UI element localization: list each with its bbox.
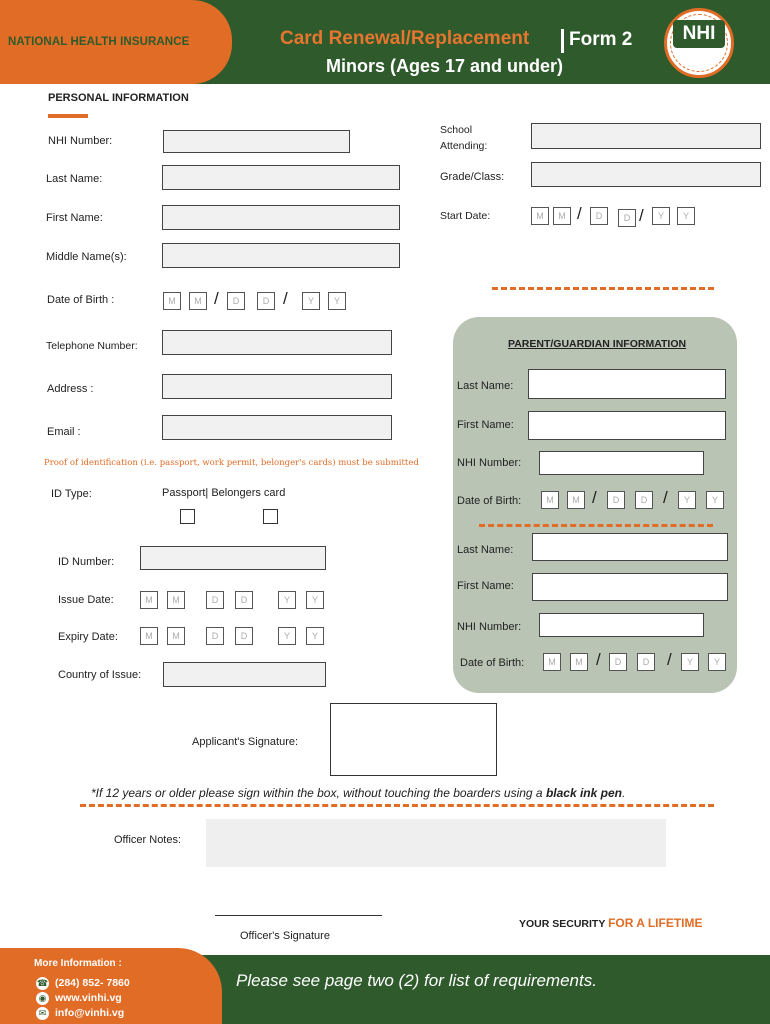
guardian1-first-name-label: First Name:	[457, 419, 514, 431]
guardian-dashed-divider	[479, 524, 713, 527]
signature-note-end: .	[621, 786, 626, 800]
date-cell-y[interactable]: Y	[677, 207, 695, 225]
id-type-label: ID Type:	[51, 488, 92, 500]
date-cell-y[interactable]: Y	[708, 653, 726, 671]
form-title: Card Renewal/Replacement	[280, 28, 530, 49]
id-number-field[interactable]	[140, 546, 326, 570]
date-cell-m[interactable]: M	[189, 292, 207, 310]
date-cell-d[interactable]: D	[206, 591, 224, 609]
date-cell-y[interactable]: Y	[328, 292, 346, 310]
date-cell-m[interactable]: M	[531, 207, 549, 225]
date-separator: /	[283, 289, 288, 308]
logo-text: NHI	[673, 20, 725, 48]
date-cell-d[interactable]: D	[607, 491, 625, 509]
guardian1-dob-label: Date of Birth:	[457, 495, 522, 507]
guardian1-dob-cells[interactable]	[541, 488, 731, 511]
guardian2-first-name-field[interactable]	[532, 573, 728, 601]
applicant-signature-label: Applicant's Signature:	[192, 736, 299, 748]
date-separator: /	[596, 650, 601, 669]
applicant-signature-box[interactable]	[330, 703, 497, 776]
officer-signature-line	[215, 915, 382, 916]
date-cell-m[interactable]: M	[541, 491, 559, 509]
date-separator: /	[639, 206, 644, 225]
org-name: NATIONAL HEALTH INSURANCE	[8, 36, 190, 48]
email-label: Email :	[47, 426, 81, 438]
date-cell-m[interactable]: M	[140, 627, 158, 645]
last-name-label: Last Name:	[46, 173, 103, 185]
dob-label: Date of Birth :	[47, 294, 115, 306]
date-cell-m[interactable]: M	[140, 591, 158, 609]
country-issue-label: Country of Issue:	[58, 669, 142, 681]
date-cell-y[interactable]: Y	[678, 491, 696, 509]
guardian2-dob-label: Date of Birth:	[460, 657, 525, 669]
date-separator: /	[667, 650, 672, 669]
start-date-cells[interactable]	[531, 204, 721, 227]
guardian2-first-name-label: First Name:	[457, 580, 514, 592]
date-cell-m[interactable]: M	[163, 292, 181, 310]
expiry-date-label: Expiry Date:	[58, 631, 118, 643]
address-label: Address :	[47, 383, 94, 395]
date-cell-d[interactable]: D	[618, 209, 636, 227]
grade-class-label: Grade/Class:	[440, 171, 505, 183]
guardian1-nhi-label: NHI Number:	[457, 457, 522, 469]
nhi-number-label: NHI Number:	[48, 135, 113, 147]
date-separator: /	[592, 488, 597, 507]
guardian2-nhi-label: NHI Number:	[457, 621, 522, 633]
date-cell-y[interactable]: Y	[302, 292, 320, 310]
officer-notes-label: Officer Notes:	[114, 834, 182, 846]
contact-email[interactable]: info@vinhi.vg	[55, 1007, 125, 1019]
contact-web[interactable]: www.vinhi.vg	[55, 992, 122, 1004]
date-cell-d[interactable]: D	[635, 491, 653, 509]
date-cell-d[interactable]: D	[227, 292, 245, 310]
signature-note-emphasis: black ink pen	[545, 786, 622, 800]
form-subtitle: Minors (Ages 17 and under)	[326, 56, 564, 76]
date-cell-d[interactable]: D	[235, 627, 253, 645]
issue-date-cells[interactable]	[140, 591, 330, 611]
middle-names-field[interactable]	[162, 243, 400, 268]
date-cell-d[interactable]: D	[590, 207, 608, 225]
country-issue-field[interactable]	[163, 662, 326, 687]
section-underline	[48, 114, 88, 118]
globe-icon: ◉	[36, 992, 49, 1005]
officer-notes-field[interactable]	[206, 819, 666, 867]
telephone-label: Telephone Number:	[46, 340, 138, 352]
date-cell-d[interactable]: D	[637, 653, 655, 671]
phone-icon: ☎	[36, 978, 49, 988]
date-cell-d[interactable]: D	[257, 292, 275, 310]
requirements-message: Please see page two (2) for list of requirements.	[236, 971, 597, 990]
tagline-part-a: YOUR SECURITY	[519, 918, 606, 930]
dob-date-cells[interactable]	[163, 289, 353, 312]
date-cell-d[interactable]: D	[609, 653, 627, 671]
section-personal-title: PERSONAL INFORMATION	[48, 92, 189, 104]
date-cell-y[interactable]: Y	[681, 653, 699, 671]
date-cell-m[interactable]: M	[167, 591, 185, 609]
date-separator: /	[663, 488, 668, 507]
section-guardian-title: PARENT/GUARDIAN INFORMATION	[508, 338, 687, 350]
signature-dashed-divider	[80, 804, 714, 807]
date-cell-y[interactable]: Y	[306, 591, 324, 609]
date-cell-y[interactable]: Y	[652, 207, 670, 225]
orange-dashed-divider	[492, 287, 714, 290]
guardian1-last-name-field[interactable]	[528, 369, 726, 399]
mail-icon: ✉	[36, 1007, 49, 1020]
school-label-line1: School	[440, 124, 473, 136]
guardian2-last-name-field[interactable]	[532, 533, 728, 561]
proof-id-note: Proof of identification (i.e. passport, work permit, belonger's cards) must be submitted	[44, 458, 419, 468]
email-field[interactable]	[162, 415, 392, 440]
grade-class-field[interactable]	[531, 162, 761, 187]
first-name-label: First Name:	[46, 212, 103, 224]
date-separator: /	[577, 204, 582, 223]
guardian1-nhi-field[interactable]	[539, 451, 704, 475]
issue-date-label: Issue Date:	[58, 594, 114, 606]
officer-signature-label: Officer's Signature	[240, 930, 330, 942]
guardian2-dob-cells[interactable]	[543, 650, 733, 673]
middle-names-label: Middle Name(s):	[46, 251, 127, 263]
school-label-line2: Attending:	[440, 140, 488, 152]
date-cell-y[interactable]: Y	[278, 591, 296, 609]
date-cell-d[interactable]: D	[235, 591, 253, 609]
guardian2-nhi-field[interactable]	[539, 613, 704, 637]
date-cell-m[interactable]: M	[543, 653, 561, 671]
date-cell-d[interactable]: D	[206, 627, 224, 645]
nhi-number-field[interactable]	[163, 130, 350, 153]
date-cell-m[interactable]: M	[570, 653, 588, 671]
title-divider	[561, 29, 564, 53]
belongers-card-checkbox[interactable]	[263, 509, 278, 524]
date-cell-y[interactable]: Y	[306, 627, 324, 645]
date-separator: /	[214, 289, 219, 308]
date-cell-m[interactable]: M	[167, 627, 185, 645]
signature-note	[91, 786, 625, 800]
signature-note-text: *If 12 years or older please sign within the box, without touching the boarders using a	[91, 786, 546, 800]
start-date-label: Start Date:	[440, 210, 491, 222]
address-field[interactable]	[162, 374, 392, 399]
more-info-label: More Information :	[34, 958, 122, 969]
date-cell-y[interactable]: Y	[278, 627, 296, 645]
security-tagline	[519, 916, 703, 930]
expiry-date-cells[interactable]	[140, 627, 330, 647]
id-number-label: ID Number:	[58, 556, 115, 568]
date-cell-m[interactable]: M	[553, 207, 571, 225]
passport-checkbox[interactable]	[180, 509, 195, 524]
first-name-field[interactable]	[162, 205, 400, 230]
form-number: Form 2	[569, 29, 633, 50]
guardian1-last-name-label: Last Name:	[457, 380, 514, 392]
tagline-part-b: FOR A LIFETIME	[608, 916, 703, 930]
telephone-field[interactable]	[162, 330, 392, 355]
id-type-options: Passport| Belongers card	[162, 487, 286, 499]
date-cell-y[interactable]: Y	[706, 491, 724, 509]
last-name-field[interactable]	[162, 165, 400, 190]
school-attending-field[interactable]	[531, 123, 761, 149]
date-cell-m[interactable]: M	[567, 491, 585, 509]
guardian2-last-name-label: Last Name:	[457, 544, 514, 556]
contact-phone: (284) 852- 7860	[55, 977, 130, 989]
guardian1-first-name-field[interactable]	[528, 411, 726, 440]
